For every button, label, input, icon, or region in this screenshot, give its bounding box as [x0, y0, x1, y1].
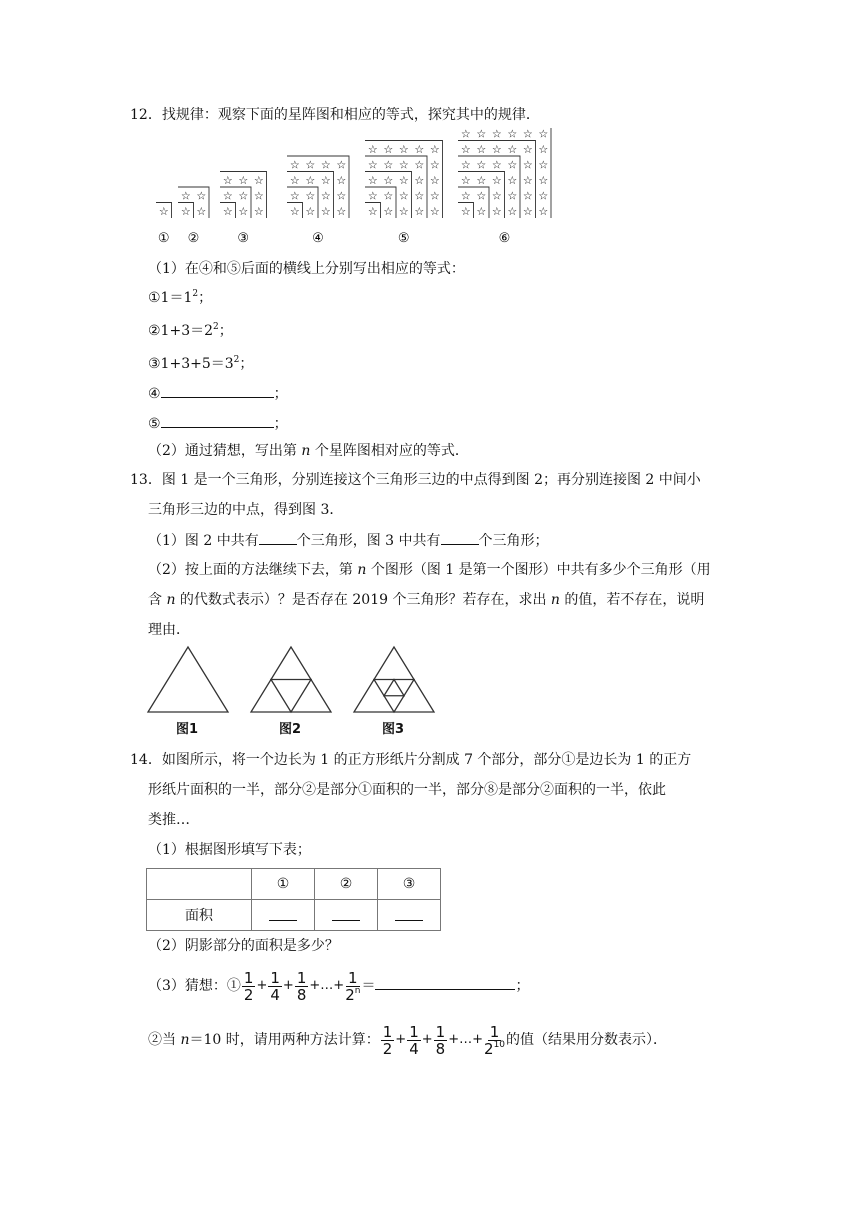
star-figure-label: ②: [187, 231, 200, 246]
star-icon: ☆: [238, 205, 249, 218]
q13-p2l2a: 含: [148, 592, 167, 608]
star-figure-label: ⑤: [397, 231, 410, 246]
star-icon: ☆: [476, 128, 487, 141]
fraction-eighth: [434, 1024, 448, 1057]
star-icon: ☆: [491, 205, 502, 218]
den: [345, 987, 360, 1003]
star-icon: ☆: [305, 205, 316, 218]
q12-eq4: [148, 383, 288, 404]
q13-part2-line2: [148, 590, 704, 610]
star-icon: ☆: [398, 189, 409, 203]
q13-p2l2n: n: [166, 592, 176, 608]
star-icon: ☆: [289, 205, 300, 218]
star-icon: ☆: [253, 174, 264, 187]
den: 2: [243, 985, 254, 1004]
area-1-blank[interactable]: [269, 906, 297, 921]
den: 2: [382, 1039, 393, 1058]
star-icon: ☆: [507, 174, 518, 187]
q14-p3b-n: n: [180, 1032, 190, 1048]
q14-part1: （1）根据图形填写下表；: [148, 842, 311, 858]
q14-part3-end: ；: [515, 978, 530, 994]
num: 1: [489, 1022, 500, 1041]
star-icon: ☆: [196, 205, 207, 218]
base: 2: [484, 1039, 494, 1058]
fraction-quarter: [407, 1024, 421, 1057]
eq4-label: ④: [148, 386, 161, 402]
star-icon: ☆: [460, 143, 471, 156]
q14-title3: 类推…: [148, 812, 190, 828]
plus-sign: +: [395, 1032, 407, 1047]
star-icon: ☆: [491, 189, 502, 203]
star-icon: ☆: [476, 158, 487, 172]
q14-p3b-b: ＝10 时，请用两种方法计算：: [189, 1032, 380, 1048]
star-icon: ☆: [414, 205, 425, 218]
eq1-end: ；: [198, 290, 213, 306]
den: [484, 1041, 505, 1057]
star-icon: ☆: [367, 189, 378, 203]
star-icon: ☆: [180, 205, 191, 218]
star-icon: ☆: [305, 189, 316, 203]
star-array-3: [220, 172, 267, 247]
eq4-end: ；: [273, 386, 288, 402]
plus-sign: +: [421, 1032, 433, 1047]
star-icon: ☆: [180, 189, 191, 203]
plus-sign: +: [309, 978, 321, 993]
plus-sign: +: [448, 1032, 460, 1047]
q12-eq5: [148, 413, 288, 434]
den: 8: [435, 1039, 446, 1058]
star-figure-label: ④: [312, 231, 324, 246]
eq3-end: ；: [239, 356, 254, 372]
star-icon: ☆: [507, 143, 518, 156]
table-header-1: ①: [252, 869, 315, 900]
star-icon: ☆: [429, 143, 440, 156]
q12-part2-n: n: [301, 443, 311, 459]
star-icon: ☆: [429, 174, 440, 187]
den: 4: [270, 985, 280, 1004]
q14-title2: 形纸片面积的一半，部分②是部分①面积的一半，部分⑧是部分②面积的一半，依此: [148, 782, 666, 798]
star-icon: ☆: [305, 174, 316, 187]
star-icon: ☆: [491, 174, 502, 187]
area-1-cell[interactable]: [252, 900, 315, 931]
q13-part2-line3: 理由．: [148, 622, 190, 638]
star-icon: ☆: [429, 189, 440, 203]
q12-title: 12．找规律：观察下面的星阵图和相应的等式，探究其中的规律．: [130, 107, 540, 123]
area-2-blank[interactable]: [332, 906, 360, 921]
star-icon: ☆: [305, 158, 316, 172]
eq3-exp: 2: [233, 355, 240, 365]
figure3-label: 图3: [382, 722, 405, 737]
star-figure-label: ①: [157, 231, 170, 246]
star-icon: ☆: [320, 189, 331, 203]
eq2-end: ；: [218, 323, 233, 339]
star-icon: ☆: [222, 189, 233, 203]
table-row-label: 面积: [147, 900, 252, 931]
equals-sign: ＝: [361, 978, 376, 994]
eq2-text: ②1+3＝2: [148, 323, 214, 339]
table-header-row: [147, 869, 441, 900]
star-icon: ☆: [383, 205, 394, 218]
star-icon: ☆: [507, 205, 518, 218]
figure3-inner: [384, 680, 404, 696]
plus-sign: +: [282, 978, 294, 993]
area-table: [146, 868, 441, 931]
star-icon: ☆: [336, 158, 347, 172]
area-2-cell[interactable]: [315, 900, 378, 931]
star-icon: ☆: [289, 189, 300, 203]
eq3-text: ③1+3+5＝3: [148, 356, 234, 372]
star-icon: ☆: [491, 158, 502, 172]
fraction-half: [242, 970, 256, 1003]
table-row: [147, 900, 441, 931]
q14-title: 14．如图所示，将一个边长为 1 的正方形纸片分割成 7 个部分，部分①是边长为 1 的正方: [130, 752, 692, 768]
figure1-triangle: [148, 647, 228, 712]
plus-sign: +: [333, 978, 345, 993]
fig2-count-blank[interactable]: [259, 530, 297, 545]
eq2-exp: 2: [213, 322, 219, 332]
star-icon: ☆: [538, 128, 549, 141]
exp: 10: [493, 1039, 506, 1050]
eq1-text: ①1＝1: [148, 290, 193, 306]
star-icon: ☆: [320, 158, 331, 172]
star-icon: ☆: [538, 174, 549, 187]
star-icon: ☆: [196, 189, 207, 203]
star-icon: ☆: [414, 174, 425, 187]
star-icon: ☆: [222, 205, 233, 218]
star-icon: ☆: [476, 189, 487, 203]
star-icon: ☆: [367, 174, 378, 187]
star-icon: ☆: [460, 128, 471, 141]
star-icon: ☆: [158, 205, 169, 218]
star-icon: ☆: [460, 189, 471, 203]
q12-part1: （1）在④和⑤后面的横线上分别写出相应的等式：: [148, 261, 465, 277]
eq5-label: ⑤: [148, 416, 161, 432]
q13-title2: 三角形三边的中点，得到图 3．: [148, 502, 344, 518]
star-icon: ☆: [522, 143, 533, 156]
star-icon: ☆: [507, 128, 518, 141]
star-icon: ☆: [460, 158, 471, 172]
q12-eq1: [148, 288, 212, 308]
den: 8: [296, 985, 307, 1004]
q13-p2n: n: [357, 562, 367, 578]
star-icon: ☆: [320, 205, 331, 218]
star-icon: ☆: [476, 143, 487, 156]
q14-part3-a: （3）猜想：①: [148, 978, 241, 994]
star-icon: ☆: [383, 174, 394, 187]
star-icon: ☆: [289, 174, 300, 187]
star-icon: ☆: [238, 174, 249, 187]
star-icon: ☆: [414, 143, 425, 156]
base: 2: [345, 985, 355, 1004]
num: 1: [409, 1022, 419, 1041]
q13-title: 13．图 1 是一个三角形，分别连接这个三角形三边的中点得到图 2；再分别连接图 2 中间小: [130, 472, 701, 488]
star-array-5: [365, 141, 443, 247]
fraction-quarter: [268, 970, 282, 1003]
star-icon: ☆: [538, 205, 549, 218]
q14-part3b: [148, 1020, 667, 1060]
star-array-1: [156, 203, 172, 247]
eq5-answer-blank[interactable]: [161, 413, 274, 428]
star-icon: ☆: [538, 158, 549, 172]
star-icon: ☆: [429, 158, 440, 172]
q13-part1-c: 个三角形；: [478, 533, 549, 549]
table-header-2: ②: [315, 869, 378, 900]
ellipsis: …: [320, 978, 334, 993]
star-icon: ☆: [398, 174, 409, 187]
eq5-end: ；: [273, 416, 288, 432]
star-icon: ☆: [367, 205, 378, 218]
star-icon: ☆: [460, 174, 471, 187]
star-icon: ☆: [460, 205, 471, 218]
plus-sign: +: [256, 978, 268, 993]
star-icon: ☆: [253, 189, 264, 203]
star-icon: ☆: [336, 174, 347, 187]
star-icon: ☆: [491, 128, 502, 141]
star-icon: ☆: [429, 205, 440, 218]
star-array-6: [458, 128, 551, 246]
figure1-label: 图1: [176, 722, 199, 737]
star-icon: ☆: [398, 143, 409, 156]
q13-part1-b: 个三角形，图 3 中共有: [296, 533, 441, 549]
star-array-figures: [150, 128, 610, 258]
plus-sign: +: [472, 1032, 484, 1047]
star-icon: ☆: [367, 143, 378, 156]
star-icon: ☆: [336, 189, 347, 203]
star-icon: ☆: [383, 143, 394, 156]
star-icon: ☆: [507, 189, 518, 203]
star-array-4: [287, 156, 349, 246]
star-icon: ☆: [522, 174, 533, 187]
star-icon: ☆: [414, 189, 425, 203]
star-icon: ☆: [476, 205, 487, 218]
q14-part3: [148, 966, 529, 1006]
star-icon: ☆: [253, 205, 264, 218]
star-icon: ☆: [522, 189, 533, 203]
table-header-3: ③: [378, 869, 441, 900]
star-figure-label: ③: [237, 231, 250, 246]
star-figure-label: ⑥: [498, 231, 511, 246]
num: 1: [435, 1022, 446, 1041]
star-icon: ☆: [289, 158, 300, 172]
eq4-answer-blank[interactable]: [161, 383, 274, 398]
star-icon: ☆: [320, 174, 331, 187]
num: 1: [296, 968, 307, 987]
star-icon: ☆: [414, 158, 425, 172]
star-icon: ☆: [398, 158, 409, 172]
q14-part2: （2）阴影部分的面积是多少？: [148, 938, 339, 954]
num: 1: [270, 968, 280, 987]
q14-p3b-a: ②当: [148, 1032, 181, 1048]
star-icon: ☆: [398, 205, 409, 218]
q13-part1-a: （1）图 2 中共有: [148, 533, 259, 549]
fraction-half: [381, 1024, 395, 1057]
eq1-exp: 2: [192, 289, 199, 299]
area-3-blank[interactable]: [395, 906, 423, 921]
star-icon: ☆: [507, 158, 518, 172]
star-icon: ☆: [367, 158, 378, 172]
exp: n: [354, 985, 361, 996]
ellipsis: …: [459, 1032, 473, 1047]
num: 1: [243, 968, 254, 987]
star-icon: ☆: [522, 128, 533, 141]
star-icon: ☆: [522, 205, 533, 218]
den: 4: [409, 1039, 419, 1058]
q13-p2l2n2: n: [550, 592, 560, 608]
star-icon: ☆: [476, 174, 487, 187]
star-icon: ☆: [336, 205, 347, 218]
q12-eq2: [148, 321, 233, 341]
star-icon: ☆: [491, 143, 502, 156]
star-icon: ☆: [383, 189, 394, 203]
q12-part2-a: （2）通过猜想，写出第: [148, 443, 302, 459]
fig3-count-blank[interactable]: [441, 530, 479, 545]
fraction-eighth: [295, 970, 309, 1003]
q12-part2: [148, 441, 469, 461]
star-icon: ☆: [222, 174, 233, 187]
fraction-1-over-2n: [345, 970, 360, 1003]
star-icon: ☆: [538, 189, 549, 203]
fraction-1-over-2-10: [484, 1024, 505, 1057]
figure2-label: 图2: [279, 722, 302, 737]
q13-p2l2c: 的值，若不存在，说明: [559, 592, 705, 608]
q12-part2-b: 个星阵图相对应的等式．: [310, 443, 469, 459]
figure2-inner: [271, 680, 311, 713]
q13-p2l2b: 的代数式表示）？是否存在 2019 个三角形？若存在，求出: [175, 592, 551, 608]
q13-part2-line1: [148, 560, 711, 580]
q12-eq3: [148, 354, 253, 374]
num: 1: [382, 1022, 393, 1041]
sum-answer-blank[interactable]: [375, 975, 515, 990]
triangle-figures: [146, 642, 446, 717]
table-corner: [147, 869, 252, 900]
star-array-2: [178, 187, 209, 246]
q13-p2a: （2）按上面的方法继续下去，第: [148, 562, 358, 578]
star-icon: ☆: [383, 158, 394, 172]
star-icon: ☆: [522, 158, 533, 172]
q13-part1: [148, 530, 549, 551]
q13-p2b: 个图形（图 1 是第一个图形）中共有多少个三角形（用: [366, 562, 711, 578]
area-3-cell[interactable]: [378, 900, 441, 931]
q14-p3b-c: 的值（结果用分数表示）．: [506, 1032, 668, 1048]
num: 1: [348, 968, 358, 987]
star-icon: ☆: [238, 189, 249, 203]
star-icon: ☆: [538, 143, 549, 156]
